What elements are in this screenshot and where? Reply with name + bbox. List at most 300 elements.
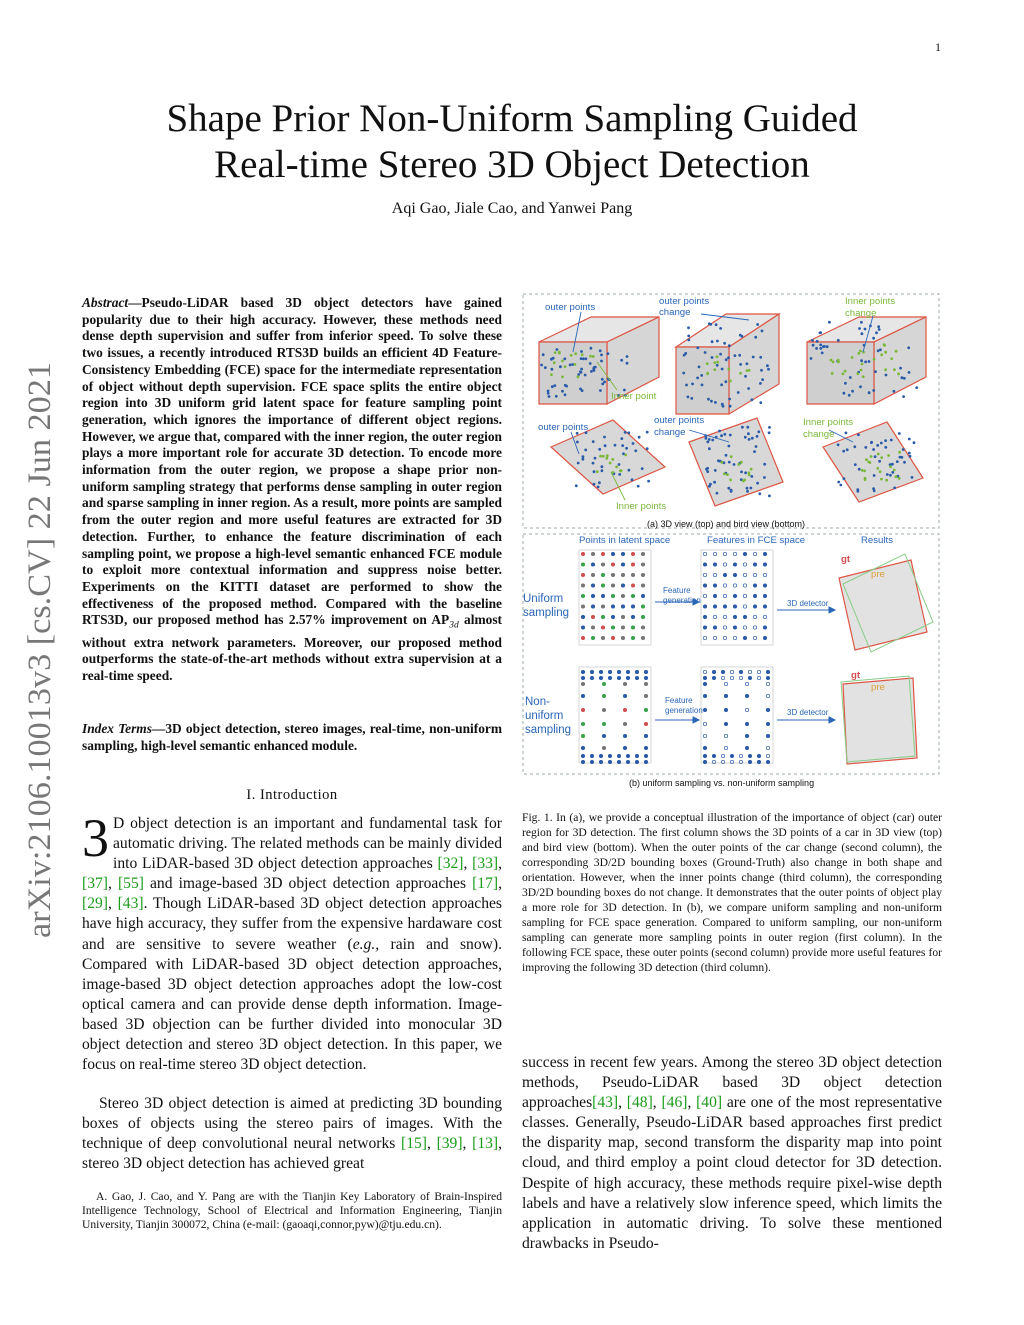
point-dot: [720, 383, 723, 386]
citation-link[interactable]: [43]: [592, 1094, 619, 1112]
point-dot: [558, 351, 561, 354]
grid-dot: [743, 552, 746, 555]
label-detector-1: 3D detector: [787, 599, 829, 608]
grid-dot: [601, 584, 604, 587]
label-feature-gen-b2: generation: [665, 706, 703, 715]
point-dot: [880, 442, 883, 445]
point-dot: [550, 373, 553, 376]
grid-dot: [748, 676, 751, 679]
grid-dot: [753, 584, 756, 587]
point-dot: [726, 473, 729, 476]
point-dot: [709, 323, 712, 326]
grid-dot: [581, 682, 584, 685]
point-dot: [721, 368, 724, 371]
point-dot: [589, 355, 592, 358]
point-dot: [716, 355, 719, 358]
point-dot: [902, 448, 905, 451]
grid-dot: [723, 573, 726, 576]
grid-dot: [631, 636, 634, 639]
grid-dot: [703, 573, 706, 576]
point-dot: [750, 468, 753, 471]
grid-dot: [766, 670, 769, 673]
point-dot: [750, 475, 753, 478]
grid-dot: [602, 722, 605, 725]
paper-title: [100, 96, 924, 188]
abstract-lead: Abstract: [82, 295, 129, 310]
point-dot: [913, 441, 916, 444]
point-dot: [618, 463, 621, 466]
intro-paragraph-1: [82, 808, 503, 1075]
point-dot: [831, 372, 834, 375]
grid-dot: [724, 694, 727, 697]
point-dot: [880, 353, 883, 356]
label-outer-change-2: change: [659, 307, 691, 318]
point-dot: [756, 435, 759, 438]
point-dot: [737, 463, 740, 466]
grid-dot: [591, 636, 594, 639]
point-dot: [750, 487, 753, 490]
grid-dot: [713, 615, 716, 618]
point-dot: [621, 444, 624, 447]
point-dot: [722, 405, 725, 408]
grid-dot: [723, 563, 726, 566]
separator: ,: [498, 855, 503, 873]
grid-dot: [703, 676, 706, 679]
label-points-latent: Points in latent space: [579, 535, 671, 546]
label-feature-gen-b1: Feature: [665, 696, 693, 705]
grid-dot: [743, 636, 746, 639]
grid-dot: [753, 552, 756, 555]
grid-dot: [733, 636, 736, 639]
separator: ,: [498, 875, 502, 893]
grid-dot: [631, 594, 634, 597]
grid-dot: [644, 670, 647, 673]
grid-dot: [611, 563, 614, 566]
grid-dot: [703, 594, 706, 597]
point-dot: [582, 455, 585, 458]
grid-dot: [703, 708, 706, 711]
point-dot: [584, 449, 587, 452]
grid-dot: [713, 584, 716, 587]
label-gt-2: gt: [851, 670, 861, 681]
grid-dot: [581, 694, 584, 697]
point-dot: [856, 372, 859, 375]
citation-link[interactable]: [29]: [82, 895, 108, 913]
point-dot: [705, 468, 708, 471]
point-dot: [915, 386, 918, 389]
point-dot: [743, 479, 746, 482]
point-dot: [895, 475, 898, 478]
point-dot: [878, 460, 881, 463]
grid-boxes: [579, 550, 773, 763]
grid-dot: [753, 636, 756, 639]
point-dot: [862, 375, 865, 378]
drop-cap: 3: [82, 808, 109, 868]
point-dot: [696, 377, 699, 380]
grid-dot: [591, 615, 594, 618]
point-dot: [901, 376, 904, 379]
citation-link[interactable]: [55]: [117, 875, 144, 893]
point-dot: [733, 463, 736, 466]
point-dot: [574, 352, 577, 355]
citation-link[interactable]: [13]: [472, 1135, 499, 1153]
point-dot: [700, 374, 703, 377]
grid-dot: [730, 754, 733, 757]
grid-dot: [581, 676, 584, 679]
point-dot: [739, 363, 742, 366]
point-dot: [740, 471, 743, 474]
point-dot: [646, 431, 649, 434]
point-dot: [724, 380, 727, 383]
point-dot: [626, 355, 629, 358]
point-dot: [729, 479, 732, 482]
citation-link[interactable]: [46]: [661, 1094, 688, 1112]
grid-dot: [739, 676, 742, 679]
point-dot: [580, 368, 583, 371]
point-dot: [751, 398, 754, 401]
point-dot: [691, 383, 694, 386]
grid-dot: [599, 676, 602, 679]
point-dot: [597, 486, 600, 489]
box-3d-3: [807, 317, 926, 404]
abstract-text-end: almost without extra network parameters. Moreover, our proposed method outperforms the state-of-the-art methods without extra supervision at a real-time speed.: [82, 612, 502, 684]
point-dot: [705, 437, 708, 440]
point-dot: [711, 356, 714, 359]
abstract: [82, 295, 502, 685]
label-bev-outer-change-2: change: [654, 427, 686, 438]
text-segment: are one of the most representative classes. Generally, Pseudo-LiDAR based approaches first predict the disparity map, second transform the disparity map into point cloud, and third employ a point cloud detector for 3D detection. Despite of high accuracy, these methods require pixel-wise depth labels and have a relatively slow inference speed, which limits the application in automatic driving. To solve these mentioned drawbacks in Pseudo-: [522, 1094, 943, 1252]
grid-dot: [703, 670, 706, 673]
point-dot: [720, 434, 723, 437]
grid-dot: [591, 594, 594, 597]
point-dot: [893, 487, 896, 490]
text-segment: and image-based 3D object detection approaches: [143, 875, 473, 893]
citation-link[interactable]: [40]: [696, 1094, 723, 1112]
grid-dot: [703, 694, 706, 697]
point-dot: [593, 470, 596, 473]
grid-dot: [601, 573, 604, 576]
point-dot: [600, 360, 603, 363]
grid-dot: [621, 626, 624, 629]
point-dot: [727, 487, 730, 490]
grid-dot: [745, 708, 748, 711]
point-dot: [711, 439, 714, 442]
point-dot: [877, 325, 880, 328]
point-dot: [768, 495, 771, 498]
point-dot: [706, 441, 709, 444]
grid-dot: [602, 708, 605, 711]
point-dot: [592, 355, 595, 358]
grid-dot: [591, 605, 594, 608]
point-dot: [589, 362, 592, 365]
point-dot: [708, 438, 711, 441]
point-dot: [709, 483, 712, 486]
grid-dot: [601, 636, 604, 639]
point-dot: [903, 461, 906, 464]
grid-dot: [745, 746, 748, 749]
point-dot: [768, 426, 771, 429]
point-dot: [564, 365, 567, 368]
grid-dot: [601, 552, 604, 555]
citation-link[interactable]: [39]: [436, 1135, 463, 1153]
grid-dot: [713, 626, 716, 629]
point-dot: [851, 356, 854, 359]
point-dot: [577, 376, 580, 379]
point-dot: [896, 460, 899, 463]
point-dot: [730, 490, 733, 493]
grid-dot: [621, 615, 624, 618]
point-dot: [875, 331, 878, 334]
point-dot: [884, 439, 887, 442]
label-uniform-1: Uniform: [523, 593, 564, 605]
point-dot: [877, 453, 880, 456]
grid-dot: [713, 563, 716, 566]
point-dot: [837, 339, 840, 342]
point-dot: [728, 344, 731, 347]
point-dot: [872, 448, 875, 451]
point-dot: [741, 426, 744, 429]
point-dot: [710, 400, 713, 403]
grid-dot: [748, 754, 751, 757]
point-dot: [569, 364, 572, 367]
point-dot: [893, 469, 896, 472]
point-dot: [758, 492, 761, 495]
point-dot: [547, 392, 550, 395]
point-dot: [860, 369, 863, 372]
grid-dot: [611, 584, 614, 587]
citation-link[interactable]: [32]: [437, 855, 464, 873]
point-dot: [748, 438, 751, 441]
grid-dot: [766, 676, 769, 679]
grid-dot: [617, 670, 620, 673]
point-dot: [898, 432, 901, 435]
grid-dot: [723, 626, 726, 629]
point-dot: [747, 387, 750, 390]
grid-dot: [623, 708, 626, 711]
point-dot: [647, 480, 650, 483]
point-dot: [592, 440, 595, 443]
point-dot: [683, 354, 686, 357]
point-dot: [844, 370, 847, 373]
point-dot: [552, 357, 555, 360]
page-number: 1: [935, 40, 941, 54]
point-dot: [708, 447, 711, 450]
point-dot: [620, 359, 623, 362]
point-dot: [884, 351, 887, 354]
grid-dot: [763, 605, 766, 608]
point-dot: [837, 443, 840, 446]
grid-dot: [733, 563, 736, 566]
point-dot: [584, 374, 587, 377]
grid-dot: [621, 573, 624, 576]
label-features-fce: Features in FCE space: [707, 535, 806, 546]
ap-subscript: 3d: [449, 621, 459, 632]
point-dot: [842, 450, 845, 453]
point-dot: [577, 373, 580, 376]
point-dot: [631, 478, 634, 481]
intro-paragraph-2: [82, 1094, 502, 1174]
point-dot: [858, 468, 861, 471]
grid-dot: [644, 746, 647, 749]
point-dot: [554, 351, 557, 354]
point-dot: [812, 344, 815, 347]
point-dot: [624, 454, 627, 457]
point-dot: [561, 360, 564, 363]
point-dot: [715, 323, 718, 326]
label-detector-2: 3D detector: [787, 708, 829, 717]
point-dot: [885, 374, 888, 377]
point-dot: [899, 367, 902, 370]
point-dot: [632, 442, 635, 445]
point-dot: [739, 372, 742, 375]
point-dot: [682, 372, 685, 375]
grid-dot: [743, 626, 746, 629]
point-dot: [638, 436, 641, 439]
grid-dot: [763, 552, 766, 555]
grid-dot: [601, 605, 604, 608]
grid-dot: [617, 760, 620, 763]
point-dot: [713, 481, 716, 484]
point-dot: [760, 369, 763, 372]
grid-dot: [743, 584, 746, 587]
grid-dot: [745, 694, 748, 697]
grid-dot: [753, 573, 756, 576]
point-dot: [582, 357, 585, 360]
separator: ,: [652, 1094, 662, 1112]
grid-dot: [733, 615, 736, 618]
point-dot: [860, 321, 863, 324]
point-dot: [754, 336, 757, 339]
grid-dot: [745, 734, 748, 737]
point-dot: [889, 465, 892, 468]
citation-link[interactable]: [37]: [82, 875, 108, 893]
point-dot: [721, 461, 724, 464]
grid-dot: [766, 754, 769, 757]
grid-dot: [766, 708, 769, 711]
grid-dot: [703, 734, 706, 737]
grid-dot: [703, 682, 706, 685]
grid-dot: [601, 563, 604, 566]
point-dot: [861, 469, 864, 472]
point-dot: [713, 361, 716, 364]
point-dot: [601, 469, 604, 472]
label-inner-change-1: Inner points: [845, 296, 896, 307]
point-dot: [748, 471, 751, 474]
grid-dot: [590, 676, 593, 679]
point-dot: [723, 342, 726, 345]
grid-dot: [617, 754, 620, 757]
grid-dot: [581, 552, 584, 555]
point-dot: [872, 389, 875, 392]
point-dot: [594, 457, 597, 460]
point-dot: [868, 360, 871, 363]
point-dot: [911, 476, 914, 479]
point-dot: [748, 369, 751, 372]
grid-dot: [724, 746, 727, 749]
grid-dot: [713, 552, 716, 555]
index-terms-lead: Index Terms: [82, 721, 152, 736]
citation-link[interactable]: [43]: [117, 895, 144, 913]
grid-dot: [581, 636, 584, 639]
point-dot: [873, 358, 876, 361]
point-dot: [561, 376, 564, 379]
point-dot: [727, 368, 730, 371]
point-dot: [716, 364, 719, 367]
point-dot: [741, 335, 744, 338]
point-dot: [737, 391, 740, 394]
point-dot: [687, 335, 690, 338]
point-dot: [564, 384, 567, 387]
title-line-1: Shape Prior Non-Uniform Sampling Guided: [166, 97, 858, 140]
point-dot: [701, 384, 704, 387]
point-dot: [581, 353, 584, 356]
point-dot: [858, 327, 861, 330]
point-dot: [579, 370, 582, 373]
grid-dot: [743, 594, 746, 597]
point-dot: [766, 364, 769, 367]
grid-dot: [635, 760, 638, 763]
point-dot: [744, 471, 747, 474]
citation-link[interactable]: [15]: [401, 1135, 427, 1153]
caption-panel-a: (a) 3D view (top) and bird view (bottom): [647, 519, 806, 529]
text-segment: Stereo 3D object detection is aimed at predicting 3D bounding boxes of objects using the stereo pairs of images. With the technique of deep convolutional neural networks: [82, 1095, 502, 1153]
citation-link[interactable]: [33]: [472, 855, 499, 873]
grid-dot: [730, 676, 733, 679]
grid-dot: [635, 754, 638, 757]
citation-link[interactable]: [48]: [626, 1094, 653, 1112]
point-dot: [868, 391, 871, 394]
point-dot: [604, 444, 607, 447]
point-dot: [716, 361, 719, 364]
section-heading-introduction: I. Introduction: [246, 787, 338, 803]
grid-dot: [641, 552, 644, 555]
point-dot: [592, 462, 595, 465]
point-dot: [698, 366, 701, 369]
point-dot: [727, 356, 730, 359]
eg-abbrev: e.g.,: [352, 935, 380, 953]
point-dot: [819, 347, 822, 350]
grid-dot: [626, 754, 629, 757]
point-dot: [719, 353, 722, 356]
grid-dot: [703, 552, 706, 555]
point-dot: [634, 449, 637, 452]
grid-dot: [631, 573, 634, 576]
text-segment: . Though LiDAR-based 3D object detection approaches have high accuracy, they suffer from the expensive hardaware cost and are sensitive to severe weather (: [82, 895, 502, 953]
grid-dot: [703, 605, 706, 608]
grid-dot: [641, 626, 644, 629]
grid-dot: [631, 605, 634, 608]
citation-link[interactable]: [17]: [472, 875, 499, 893]
point-dot: [716, 492, 719, 495]
point-dot: [756, 323, 759, 326]
point-dot: [767, 368, 770, 371]
point-dot: [690, 397, 693, 400]
grid-dot: [713, 636, 716, 639]
point-dot: [846, 448, 849, 451]
grid-dot: [623, 746, 626, 749]
point-dot: [865, 458, 868, 461]
point-dot: [864, 361, 867, 364]
point-dot: [746, 487, 749, 490]
separator: ,: [687, 1094, 697, 1112]
point-dot: [582, 458, 585, 461]
label-bev-outer-change-1: outer points: [654, 415, 705, 426]
grid-dot: [611, 615, 614, 618]
grid-dot: [730, 670, 733, 673]
grid-dot: [626, 676, 629, 679]
point-dot: [757, 430, 760, 433]
point-dot: [889, 474, 892, 477]
